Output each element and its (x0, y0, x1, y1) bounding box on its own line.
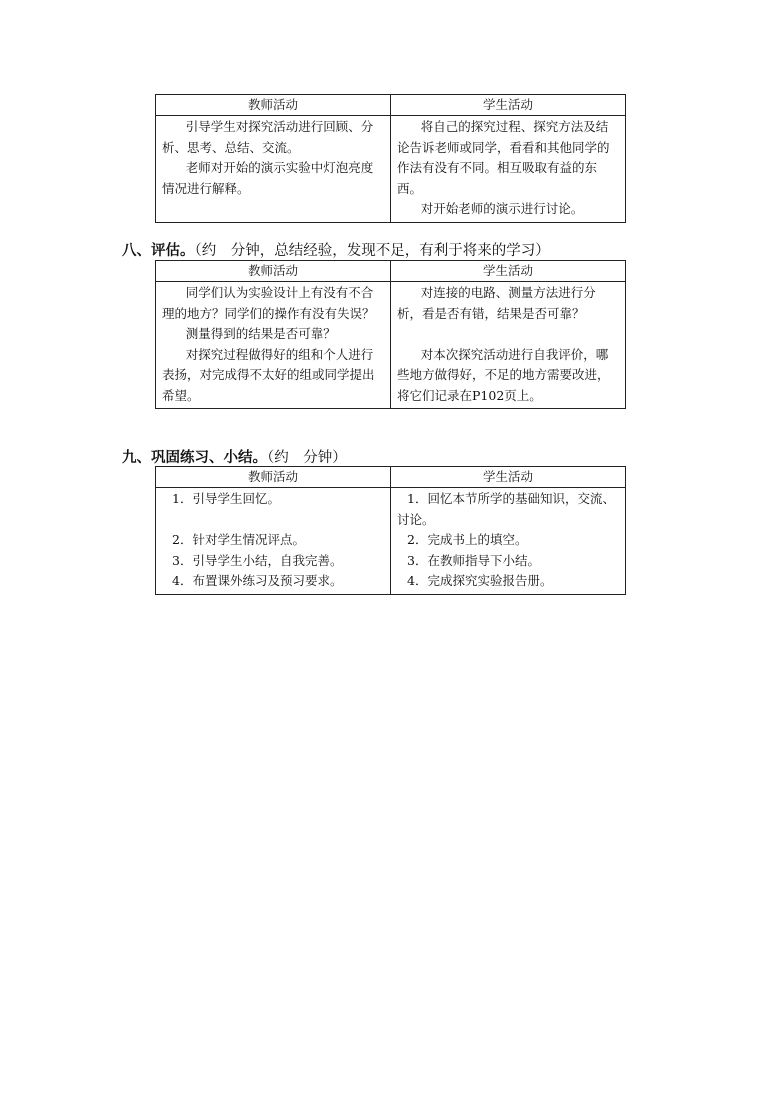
student-cell (391, 488, 626, 595)
teacher-para: 引导学生对探究活动进行回顾、分析、思考、总结、交流。 (162, 119, 374, 155)
section-note: （约 分钟，总结经验，发现不足，有利于将来的学习） (194, 243, 550, 259)
student-item: 3．在教师指导下小结。 (407, 552, 540, 568)
spacer (397, 324, 619, 345)
section-title: 八、评估。 (122, 243, 195, 259)
teacher-para: 同学们认为实验设计上有没有不合理的地方？同学们的操作有没有失误？ (162, 285, 375, 321)
teacher-para: 测量得到的结果是否可靠？ (185, 326, 336, 341)
header-teacher: 教师活动 (156, 261, 391, 282)
teacher-para: 对探究过程做得好的组和个人进行表扬，对完成得不太好的组或同学提出希望。 (162, 346, 375, 403)
header-teacher: 教师活动 (156, 95, 391, 116)
teacher-item: 4．布置课外练习及预习要求。 (172, 573, 343, 588)
spacer (162, 510, 384, 531)
section-title: 九、巩固练习、小结。 (122, 450, 267, 466)
student-cell (391, 116, 626, 223)
header-student: 学生活动 (391, 95, 626, 116)
teacher-item: 3．引导学生小结，自我完善。 (172, 552, 343, 568)
teacher-cell (156, 116, 391, 223)
activity-table-2 (155, 260, 626, 409)
section-note: （约 分钟） (267, 450, 347, 466)
activity-table-3 (155, 466, 626, 595)
header-student: 学生活动 (391, 261, 626, 282)
teacher-cell (156, 282, 391, 409)
student-para: 对本次探究活动进行自我评价，哪些地方做得好，不足的地方需要改进，将它们记录在P102页上。 (397, 346, 610, 403)
header-student: 学生活动 (391, 467, 626, 488)
section-heading-8 (122, 239, 550, 260)
student-item: 2．完成书上的填空。 (407, 532, 528, 547)
student-cell (391, 282, 626, 409)
teacher-item: 1．引导学生回忆。 (172, 491, 280, 506)
activity-table-1 (155, 94, 626, 223)
student-para: 对开始老师的演示进行讨论。 (420, 201, 584, 216)
student-item: 1．回忆本节所学的基础知识，交流、讨论。 (397, 491, 615, 527)
student-para: 对连接的电路、测量方法进行分析，看是否有错，结果是否可靠？ (397, 285, 596, 321)
header-teacher: 教师活动 (156, 467, 391, 488)
teacher-item: 2．针对学生情况评点。 (172, 532, 305, 547)
student-para: 将自己的探究过程、探究方法及结论告诉老师或同学，看看和其他同学的作法有没有不同。相互吸取有益的东西。 (397, 119, 610, 196)
student-item: 4．完成探究实验报告册。 (407, 573, 553, 588)
teacher-cell (156, 488, 391, 595)
teacher-para: 老师对开始的演示实验中灯泡亮度情况进行解释。 (162, 160, 374, 196)
section-heading-9 (122, 446, 347, 467)
